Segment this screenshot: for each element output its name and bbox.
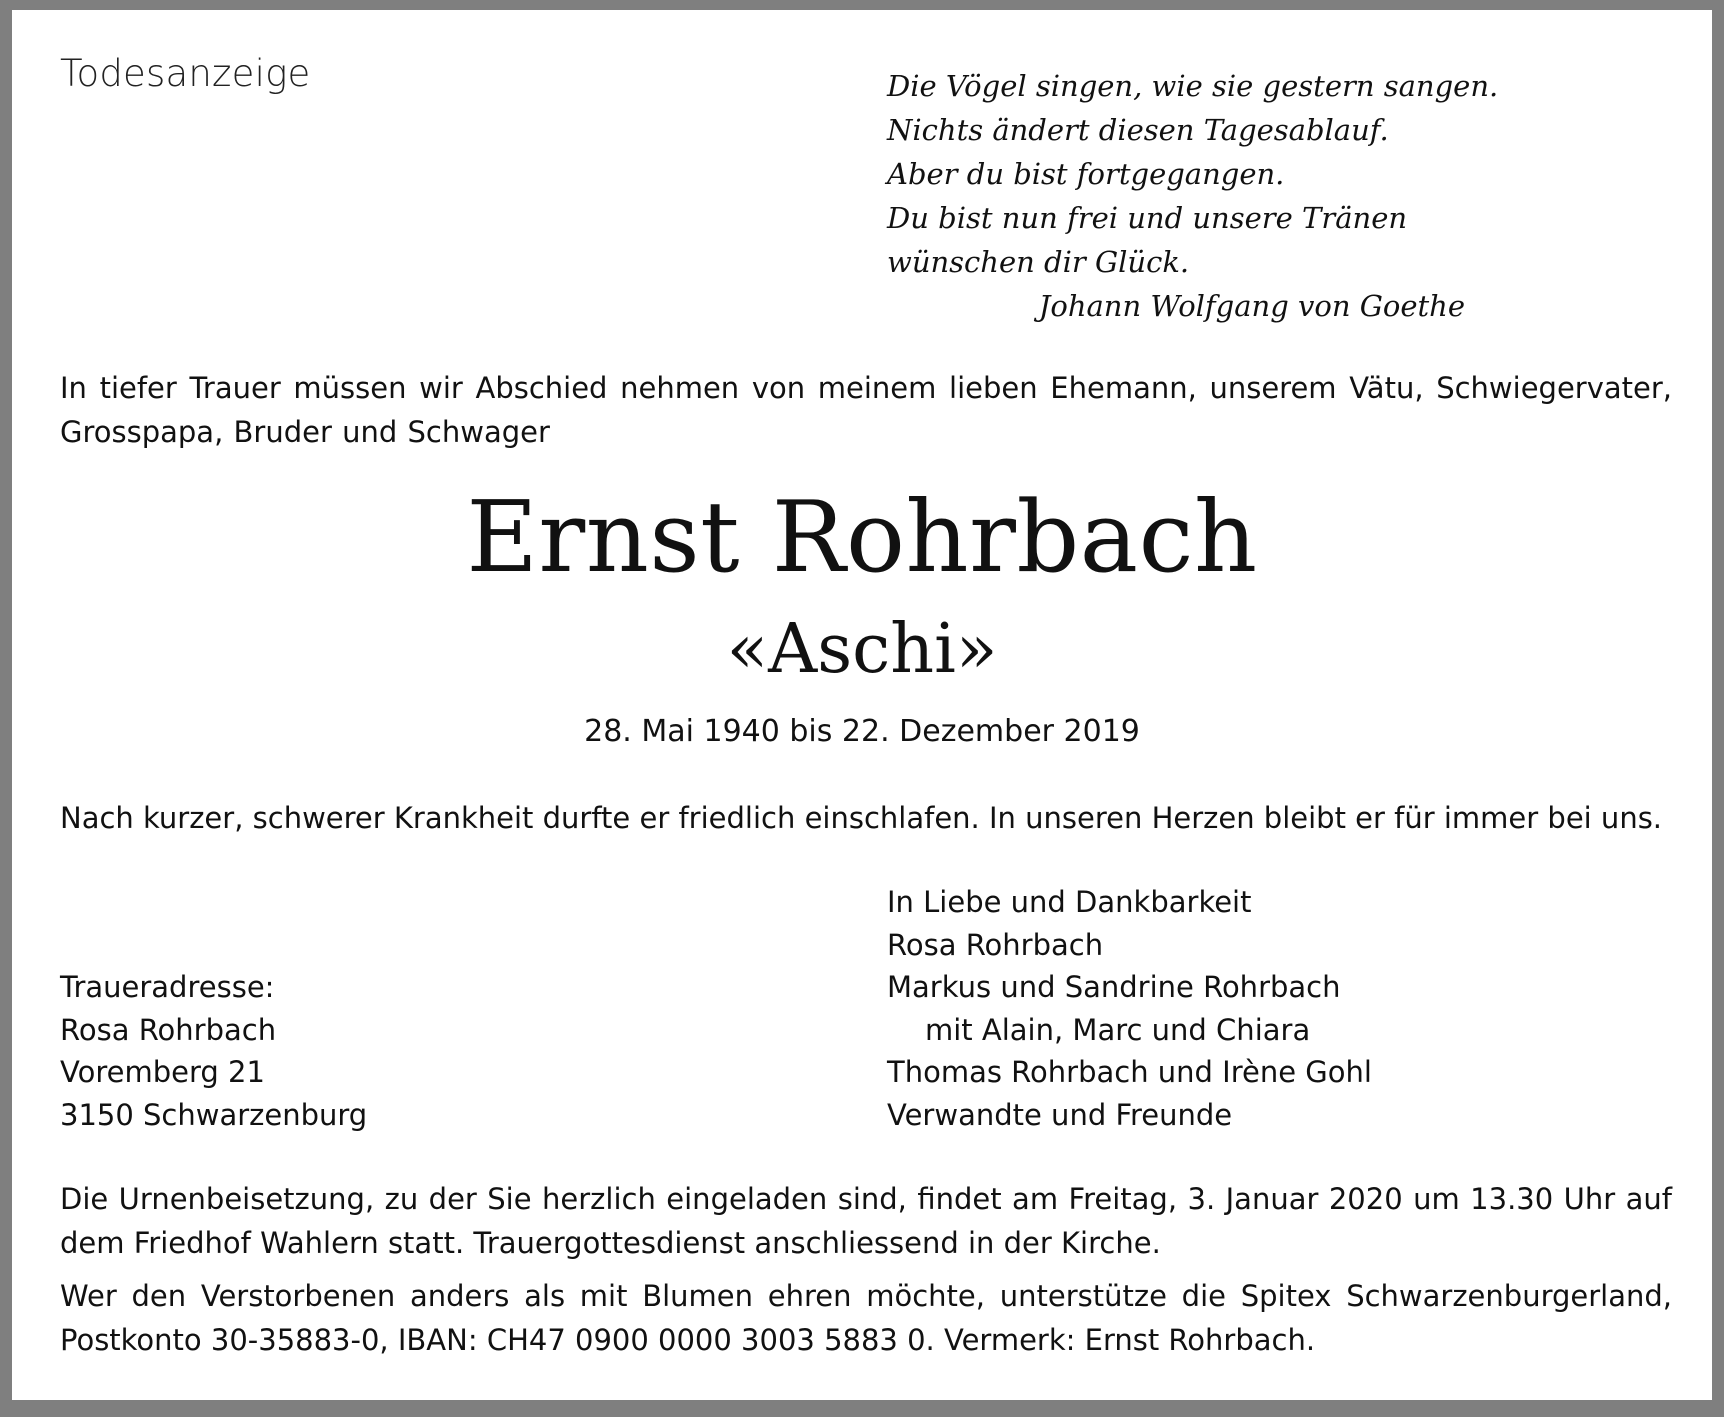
- signature-line: Markus und Sandrine Rohrbach: [887, 970, 1341, 1004]
- mourning-address: [60, 966, 367, 1136]
- poem-line: Du bist nun frei und unsere Tränen: [887, 201, 1408, 235]
- address-name: Rosa Rohrbach: [60, 1012, 277, 1047]
- signature-line: Thomas Rohrbach und Irène Gohl: [887, 1055, 1372, 1089]
- obituary-page: [12, 10, 1712, 1400]
- signature-closing: In Liebe und Dankbarkeit: [887, 885, 1252, 919]
- life-dates: 28. Mai 1940 bis 22. Dezember 2019: [584, 714, 1140, 749]
- poem-author: Johann Wolfgang von Goethe: [1038, 289, 1465, 323]
- poem-line: Die Vögel singen, wie sie gestern sangen.: [887, 69, 1499, 103]
- poem-line: Aber du bist fortgegangen.: [887, 157, 1285, 191]
- address-street: Voremberg 21: [60, 1055, 265, 1089]
- family-signatures: [887, 881, 1372, 1136]
- signature-line: Rosa Rohrbach: [887, 927, 1104, 962]
- donation-paragraph: Wer den Verstorbenen anders als mit Blumen ehren möchte, unterstütze die Spitex Schwarzenburgerland, Postkonto 30-35883-0, IBAN: CH47 0900 0000 3003 5883 0. Vermerk: Ernst Rohrbach.: [60, 1279, 1672, 1357]
- poem-line: Nichts ändert diesen Tagesablauf.: [887, 113, 1389, 147]
- intro-paragraph: In tiefer Trauer müssen wir Abschied nehmen von meinem lieben Ehemann, unserem Vätu, Schwiegervater, Grosspapa, Bruder und Schwager: [60, 371, 1672, 449]
- address-city: 3150 Schwarzenburg: [60, 1097, 368, 1132]
- signature-line: mit Alain, Marc und Chiara: [925, 1012, 1311, 1047]
- poem-line: wünschen dir Glück.: [887, 245, 1190, 279]
- deceased-name: Ernst Rohrbach: [466, 481, 1258, 595]
- address-label: Traueradresse:: [60, 970, 275, 1004]
- document-type-label: Todesanzeige: [60, 52, 311, 95]
- deceased-nickname: «Aschi»: [726, 610, 998, 689]
- burial-paragraph: Die Urnenbeisetzung, zu der Sie herzlich eingeladen sind, findet am Freitag, 3. Januar 2020 um 13.30 Uhr auf dem Friedhof Wahlern statt. Trauergottesdienst anschliessend in der Kirche.: [60, 1182, 1672, 1260]
- signature-line: Verwandte und Freunde: [887, 1097, 1233, 1132]
- poem-quote: [887, 64, 1499, 328]
- illness-paragraph: Nach kurzer, schwerer Krankheit durfte er friedlich einschlafen. In unseren Herzen bleibt er für immer bei uns.: [60, 801, 1663, 835]
